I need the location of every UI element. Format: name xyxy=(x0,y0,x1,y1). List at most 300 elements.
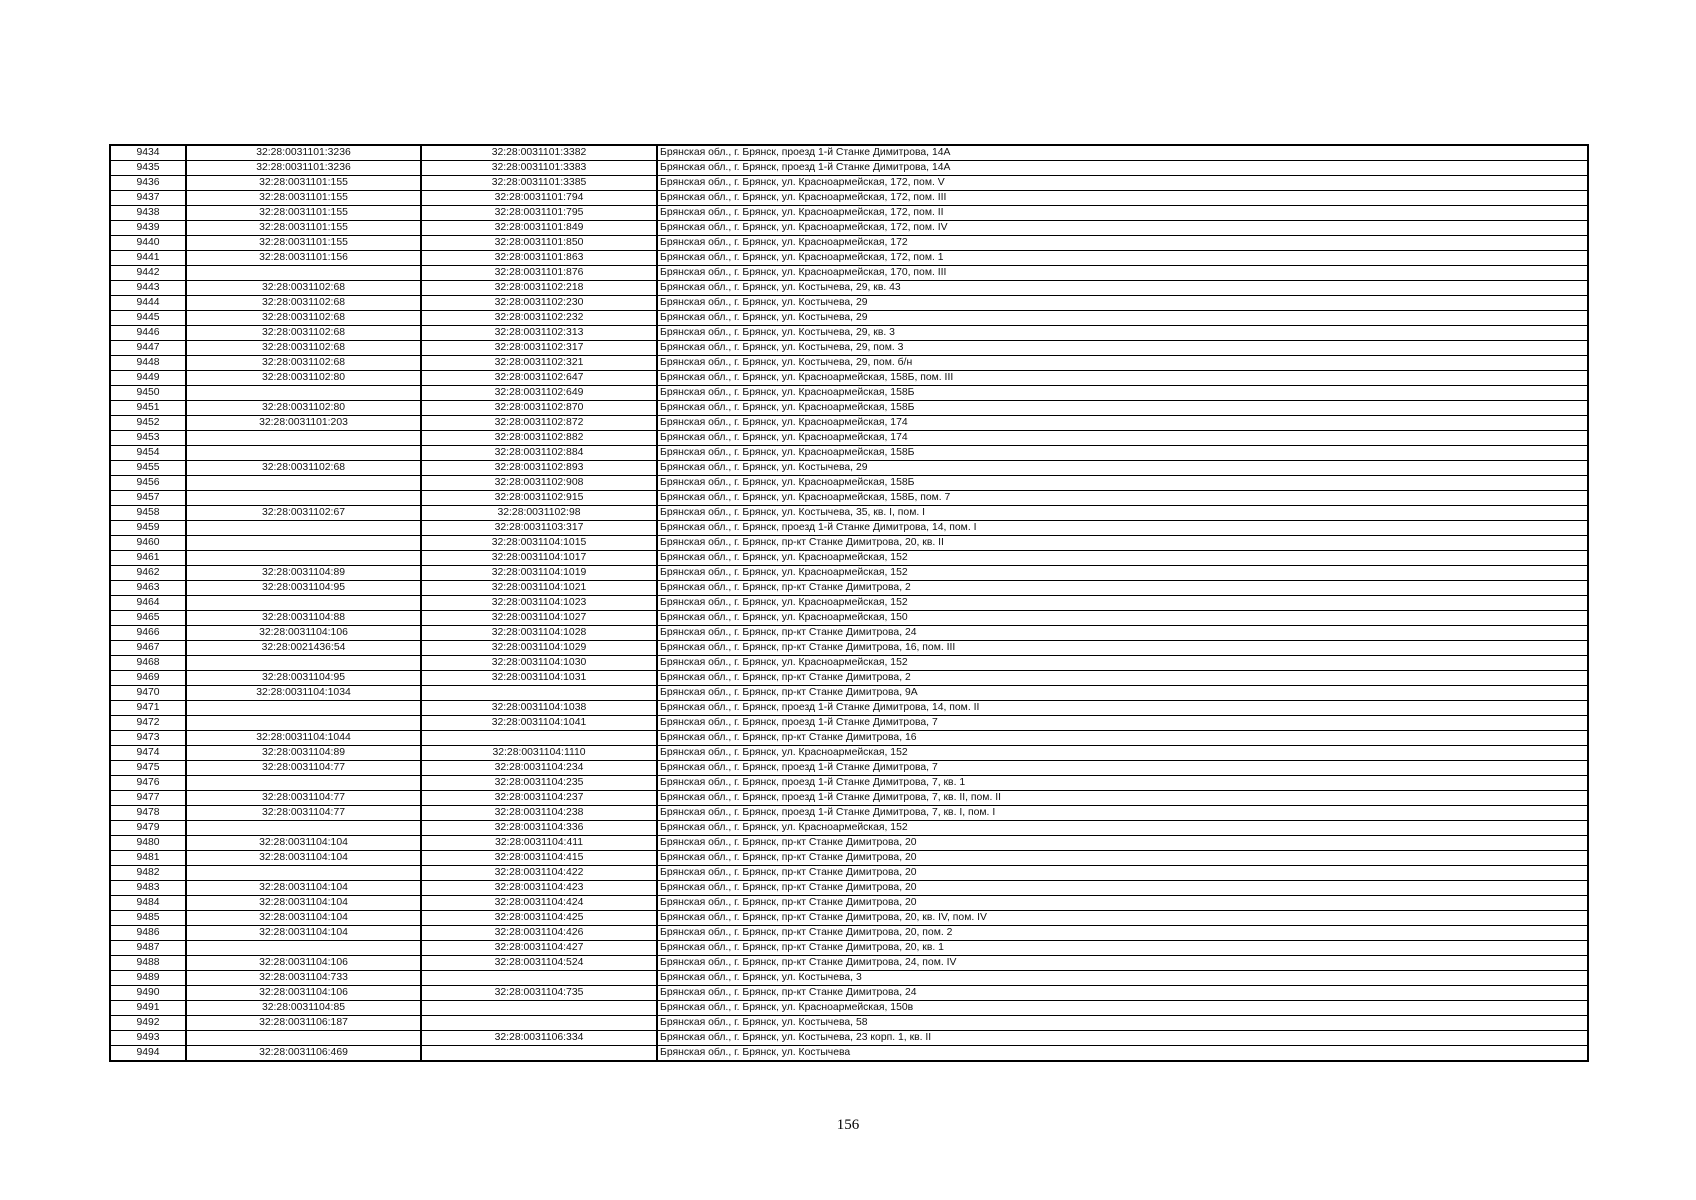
address-cell: Брянская обл., г. Брянск, ул. Красноармейская, 152 xyxy=(657,551,1588,566)
address-cell: Брянская обл., г. Брянск, ул. Красноармейская, 152 xyxy=(657,566,1588,581)
table-row xyxy=(110,221,1588,236)
cadastral-registry-table xyxy=(109,144,1589,1062)
address-cell: Брянская обл., г. Брянск, пр-кт Станке Димитрова, 2 xyxy=(657,671,1588,686)
new-cadastral-number-cell: 32:28:0031104:1031 xyxy=(421,671,657,686)
address-cell: Брянская обл., г. Брянск, пр-кт Станке Димитрова, 16 xyxy=(657,731,1588,746)
table-row xyxy=(110,716,1588,731)
row-number-cell: 9458 xyxy=(110,506,186,521)
row-number-cell: 9490 xyxy=(110,986,186,1001)
table-row xyxy=(110,806,1588,821)
new-cadastral-number-cell: 32:28:0031104:1030 xyxy=(421,656,657,671)
row-number-cell: 9452 xyxy=(110,416,186,431)
row-number-cell: 9463 xyxy=(110,581,186,596)
address-cell: Брянская обл., г. Брянск, проезд 1-й Станке Димитрова, 7, кв. I, пом. I xyxy=(657,806,1588,821)
old-cadastral-number-cell xyxy=(186,446,421,461)
table-row xyxy=(110,626,1588,641)
new-cadastral-number-cell: 32:28:0031104:1019 xyxy=(421,566,657,581)
old-cadastral-number-cell: 32:28:0031104:104 xyxy=(186,896,421,911)
old-cadastral-number-cell xyxy=(186,821,421,836)
table-row xyxy=(110,551,1588,566)
old-cadastral-number-cell: 32:28:0031101:203 xyxy=(186,416,421,431)
old-cadastral-number-cell: 32:28:0031104:85 xyxy=(186,1001,421,1016)
address-cell: Брянская обл., г. Брянск, ул. Красноармейская, 172, пом. IV xyxy=(657,221,1588,236)
new-cadastral-number-cell: 32:28:0031104:1017 xyxy=(421,551,657,566)
row-number-cell: 9485 xyxy=(110,911,186,926)
table-row xyxy=(110,746,1588,761)
address-cell: Брянская обл., г. Брянск, пр-кт Станке Димитрова, 20 xyxy=(657,851,1588,866)
new-cadastral-number-cell xyxy=(421,1046,657,1062)
row-number-cell: 9471 xyxy=(110,701,186,716)
table-row xyxy=(110,281,1588,296)
address-cell: Брянская обл., г. Брянск, ул. Костычева, 29 xyxy=(657,461,1588,476)
old-cadastral-number-cell xyxy=(186,476,421,491)
new-cadastral-number-cell: 32:28:0031102:908 xyxy=(421,476,657,491)
table-row xyxy=(110,611,1588,626)
old-cadastral-number-cell: 32:28:0031104:1034 xyxy=(186,686,421,701)
address-cell: Брянская обл., г. Брянск, ул. Красноармейская, 158Б xyxy=(657,401,1588,416)
new-cadastral-number-cell: 32:28:0031104:1038 xyxy=(421,701,657,716)
old-cadastral-number-cell xyxy=(186,386,421,401)
row-number-cell: 9466 xyxy=(110,626,186,641)
address-cell: Брянская обл., г. Брянск, пр-кт Станке Димитрова, 24, пом. IV xyxy=(657,956,1588,971)
address-cell: Брянская обл., г. Брянск, проезд 1-й Станке Димитрова, 7 xyxy=(657,716,1588,731)
table-row xyxy=(110,836,1588,851)
old-cadastral-number-cell: 32:28:0031102:80 xyxy=(186,371,421,386)
address-cell: Брянская обл., г. Брянск, ул. Красноармейская, 158Б, пом. 7 xyxy=(657,491,1588,506)
table-row xyxy=(110,641,1588,656)
row-number-cell: 9494 xyxy=(110,1046,186,1062)
address-cell: Брянская обл., г. Брянск, пр-кт Станке Димитрова, 20, пом. 2 xyxy=(657,926,1588,941)
address-cell: Брянская обл., г. Брянск, проезд 1-й Станке Димитрова, 7, кв. II, пом. II xyxy=(657,791,1588,806)
row-number-cell: 9465 xyxy=(110,611,186,626)
row-number-cell: 9468 xyxy=(110,656,186,671)
new-cadastral-number-cell: 32:28:0031102:218 xyxy=(421,281,657,296)
row-number-cell: 9486 xyxy=(110,926,186,941)
row-number-cell: 9455 xyxy=(110,461,186,476)
row-number-cell: 9469 xyxy=(110,671,186,686)
table-row xyxy=(110,866,1588,881)
old-cadastral-number-cell: 32:28:0031104:104 xyxy=(186,851,421,866)
row-number-cell: 9434 xyxy=(110,145,186,161)
address-cell: Брянская обл., г. Брянск, ул. Красноармейская, 174 xyxy=(657,431,1588,446)
old-cadastral-number-cell xyxy=(186,656,421,671)
old-cadastral-number-cell xyxy=(186,716,421,731)
old-cadastral-number-cell: 32:28:0031106:187 xyxy=(186,1016,421,1031)
new-cadastral-number-cell: 32:28:0031104:1028 xyxy=(421,626,657,641)
table-row xyxy=(110,731,1588,746)
address-cell: Брянская обл., г. Брянск, ул. Красноармейская, 172 xyxy=(657,236,1588,251)
new-cadastral-number-cell: 32:28:0031104:411 xyxy=(421,836,657,851)
row-number-cell: 9482 xyxy=(110,866,186,881)
new-cadastral-number-cell: 32:28:0031102:321 xyxy=(421,356,657,371)
row-number-cell: 9477 xyxy=(110,791,186,806)
old-cadastral-number-cell: 32:28:0031104:89 xyxy=(186,746,421,761)
new-cadastral-number-cell: 32:28:0031102:647 xyxy=(421,371,657,386)
address-cell: Брянская обл., г. Брянск, пр-кт Станке Димитрова, 20 xyxy=(657,866,1588,881)
old-cadastral-number-cell: 32:28:0031104:104 xyxy=(186,926,421,941)
address-cell: Брянская обл., г. Брянск, ул. Красноармейская, 172, пом. V xyxy=(657,176,1588,191)
table-row xyxy=(110,1016,1588,1031)
old-cadastral-number-cell xyxy=(186,1031,421,1046)
table-row xyxy=(110,566,1588,581)
row-number-cell: 9478 xyxy=(110,806,186,821)
row-number-cell: 9462 xyxy=(110,566,186,581)
table-row xyxy=(110,1031,1588,1046)
new-cadastral-number-cell xyxy=(421,1001,657,1016)
table-row xyxy=(110,191,1588,206)
row-number-cell: 9459 xyxy=(110,521,186,536)
old-cadastral-number-cell: 32:28:0031106:469 xyxy=(186,1046,421,1062)
new-cadastral-number-cell: 32:28:0031104:1110 xyxy=(421,746,657,761)
registry-table-body xyxy=(110,145,1588,1061)
address-cell: Брянская обл., г. Брянск, пр-кт Станке Димитрова, 20, кв. 1 xyxy=(657,941,1588,956)
table-row xyxy=(110,821,1588,836)
row-number-cell: 9440 xyxy=(110,236,186,251)
row-number-cell: 9447 xyxy=(110,341,186,356)
table-row xyxy=(110,296,1588,311)
address-cell: Брянская обл., г. Брянск, ул. Костычева, 29, пом. б/н xyxy=(657,356,1588,371)
row-number-cell: 9492 xyxy=(110,1016,186,1031)
new-cadastral-number-cell: 32:28:0031104:1029 xyxy=(421,641,657,656)
table-row xyxy=(110,506,1588,521)
new-cadastral-number-cell: 32:28:0031102:884 xyxy=(421,446,657,461)
old-cadastral-number-cell: 32:28:0031104:104 xyxy=(186,836,421,851)
table-row xyxy=(110,401,1588,416)
old-cadastral-number-cell: 32:28:0031101:155 xyxy=(186,191,421,206)
address-cell: Брянская обл., г. Брянск, пр-кт Станке Димитрова, 20, кв. II xyxy=(657,536,1588,551)
old-cadastral-number-cell: 32:28:0031104:89 xyxy=(186,566,421,581)
new-cadastral-number-cell xyxy=(421,731,657,746)
new-cadastral-number-cell: 32:28:0031101:863 xyxy=(421,251,657,266)
address-cell: Брянская обл., г. Брянск, ул. Красноармейская, 172, пом. 1 xyxy=(657,251,1588,266)
old-cadastral-number-cell: 32:28:0031102:68 xyxy=(186,356,421,371)
table-row xyxy=(110,145,1588,161)
row-number-cell: 9493 xyxy=(110,1031,186,1046)
row-number-cell: 9476 xyxy=(110,776,186,791)
table-row xyxy=(110,686,1588,701)
old-cadastral-number-cell: 32:28:0031101:156 xyxy=(186,251,421,266)
address-cell: Брянская обл., г. Брянск, ул. Костычева, 3 xyxy=(657,971,1588,986)
table-row xyxy=(110,311,1588,326)
new-cadastral-number-cell: 32:28:0031102:317 xyxy=(421,341,657,356)
address-cell: Брянская обл., г. Брянск, пр-кт Станке Димитрова, 2 xyxy=(657,581,1588,596)
old-cadastral-number-cell: 32:28:0031102:67 xyxy=(186,506,421,521)
old-cadastral-number-cell: 32:28:0031104:106 xyxy=(186,626,421,641)
old-cadastral-number-cell xyxy=(186,491,421,506)
new-cadastral-number-cell: 32:28:0031104:422 xyxy=(421,866,657,881)
table-row xyxy=(110,701,1588,716)
row-number-cell: 9480 xyxy=(110,836,186,851)
old-cadastral-number-cell xyxy=(186,866,421,881)
old-cadastral-number-cell: 32:28:0031104:104 xyxy=(186,881,421,896)
old-cadastral-number-cell: 32:28:0031104:88 xyxy=(186,611,421,626)
old-cadastral-number-cell: 32:28:0031102:68 xyxy=(186,311,421,326)
new-cadastral-number-cell: 32:28:0031104:735 xyxy=(421,986,657,1001)
new-cadastral-number-cell: 32:28:0031102:313 xyxy=(421,326,657,341)
old-cadastral-number-cell: 32:28:0031101:155 xyxy=(186,236,421,251)
address-cell: Брянская обл., г. Брянск, пр-кт Станке Димитрова, 20, кв. IV, пом. IV xyxy=(657,911,1588,926)
old-cadastral-number-cell: 32:28:0031102:68 xyxy=(186,326,421,341)
old-cadastral-number-cell: 32:28:0031101:155 xyxy=(186,221,421,236)
address-cell: Брянская обл., г. Брянск, ул. Костычева xyxy=(657,1046,1588,1062)
row-number-cell: 9473 xyxy=(110,731,186,746)
new-cadastral-number-cell: 32:28:0031104:415 xyxy=(421,851,657,866)
row-number-cell: 9461 xyxy=(110,551,186,566)
table-row xyxy=(110,1046,1588,1062)
new-cadastral-number-cell: 32:28:0031104:424 xyxy=(421,896,657,911)
old-cadastral-number-cell: 32:28:0031101:155 xyxy=(186,176,421,191)
address-cell: Брянская обл., г. Брянск, ул. Красноармейская, 150в xyxy=(657,1001,1588,1016)
old-cadastral-number-cell xyxy=(186,941,421,956)
address-cell: Брянская обл., г. Брянск, ул. Красноармейская, 172, пом. III xyxy=(657,191,1588,206)
table-row xyxy=(110,1001,1588,1016)
table-row xyxy=(110,176,1588,191)
address-cell: Брянская обл., г. Брянск, ул. Костычева, 29, кв. 43 xyxy=(657,281,1588,296)
new-cadastral-number-cell: 32:28:0031102:232 xyxy=(421,311,657,326)
old-cadastral-number-cell: 32:28:0031102:68 xyxy=(186,281,421,296)
table-row xyxy=(110,326,1588,341)
old-cadastral-number-cell: 32:28:0031104:104 xyxy=(186,911,421,926)
table-row xyxy=(110,446,1588,461)
new-cadastral-number-cell: 32:28:0031104:427 xyxy=(421,941,657,956)
row-number-cell: 9481 xyxy=(110,851,186,866)
table-row xyxy=(110,206,1588,221)
new-cadastral-number-cell xyxy=(421,971,657,986)
row-number-cell: 9437 xyxy=(110,191,186,206)
address-cell: Брянская обл., г. Брянск, ул. Костычева, 29, кв. 3 xyxy=(657,326,1588,341)
table-row xyxy=(110,791,1588,806)
row-number-cell: 9444 xyxy=(110,296,186,311)
address-cell: Брянская обл., г. Брянск, пр-кт Станке Димитрова, 20 xyxy=(657,896,1588,911)
row-number-cell: 9436 xyxy=(110,176,186,191)
table-row xyxy=(110,461,1588,476)
new-cadastral-number-cell: 32:28:0031104:235 xyxy=(421,776,657,791)
table-row xyxy=(110,356,1588,371)
table-row xyxy=(110,881,1588,896)
new-cadastral-number-cell: 32:28:0031104:237 xyxy=(421,791,657,806)
address-cell: Брянская обл., г. Брянск, ул. Костычева, 29 xyxy=(657,296,1588,311)
old-cadastral-number-cell: 32:28:0031104:77 xyxy=(186,806,421,821)
new-cadastral-number-cell: 32:28:0031101:3382 xyxy=(421,145,657,161)
row-number-cell: 9445 xyxy=(110,311,186,326)
address-cell: Брянская обл., г. Брянск, ул. Красноармейская, 158Б xyxy=(657,446,1588,461)
new-cadastral-number-cell: 32:28:0031104:336 xyxy=(421,821,657,836)
table-row xyxy=(110,341,1588,356)
new-cadastral-number-cell: 32:28:0031104:238 xyxy=(421,806,657,821)
address-cell: Брянская обл., г. Брянск, ул. Красноармейская, 172, пом. II xyxy=(657,206,1588,221)
old-cadastral-number-cell: 32:28:0031104:95 xyxy=(186,671,421,686)
new-cadastral-number-cell: 32:28:0031104:1023 xyxy=(421,596,657,611)
row-number-cell: 9483 xyxy=(110,881,186,896)
address-cell: Брянская обл., г. Брянск, ул. Костычева, 29 xyxy=(657,311,1588,326)
table-row xyxy=(110,596,1588,611)
table-row xyxy=(110,371,1588,386)
new-cadastral-number-cell: 32:28:0031102:872 xyxy=(421,416,657,431)
new-cadastral-number-cell: 32:28:0031104:1027 xyxy=(421,611,657,626)
old-cadastral-number-cell xyxy=(186,521,421,536)
row-number-cell: 9457 xyxy=(110,491,186,506)
table-row xyxy=(110,476,1588,491)
new-cadastral-number-cell: 32:28:0031106:334 xyxy=(421,1031,657,1046)
row-number-cell: 9451 xyxy=(110,401,186,416)
table-row xyxy=(110,656,1588,671)
address-cell: Брянская обл., г. Брянск, ул. Костычева, 58 xyxy=(657,1016,1588,1031)
old-cadastral-number-cell: 32:28:0031104:106 xyxy=(186,956,421,971)
old-cadastral-number-cell: 32:28:0031104:77 xyxy=(186,791,421,806)
row-number-cell: 9448 xyxy=(110,356,186,371)
table-row xyxy=(110,431,1588,446)
address-cell: Брянская обл., г. Брянск, ул. Красноармейская, 152 xyxy=(657,656,1588,671)
address-cell: Брянская обл., г. Брянск, ул. Красноармейская, 158Б, пом. III xyxy=(657,371,1588,386)
row-number-cell: 9446 xyxy=(110,326,186,341)
row-number-cell: 9454 xyxy=(110,446,186,461)
row-number-cell: 9467 xyxy=(110,641,186,656)
table-row xyxy=(110,776,1588,791)
row-number-cell: 9435 xyxy=(110,161,186,176)
new-cadastral-number-cell: 32:28:0031104:423 xyxy=(421,881,657,896)
address-cell: Брянская обл., г. Брянск, ул. Красноармейская, 152 xyxy=(657,596,1588,611)
address-cell: Брянская обл., г. Брянск, пр-кт Станке Димитрова, 20 xyxy=(657,881,1588,896)
table-row xyxy=(110,851,1588,866)
old-cadastral-number-cell xyxy=(186,596,421,611)
old-cadastral-number-cell xyxy=(186,536,421,551)
address-cell: Брянская обл., г. Брянск, ул. Красноармейская, 158Б xyxy=(657,386,1588,401)
address-cell: Брянская обл., г. Брянск, ул. Костычева, 23 корп. 1, кв. II xyxy=(657,1031,1588,1046)
old-cadastral-number-cell: 32:28:0031101:3236 xyxy=(186,145,421,161)
row-number-cell: 9453 xyxy=(110,431,186,446)
address-cell: Брянская обл., г. Брянск, ул. Красноармейская, 152 xyxy=(657,746,1588,761)
old-cadastral-number-cell: 32:28:0021436:54 xyxy=(186,641,421,656)
row-number-cell: 9442 xyxy=(110,266,186,281)
new-cadastral-number-cell: 32:28:0031102:882 xyxy=(421,431,657,446)
row-number-cell: 9449 xyxy=(110,371,186,386)
address-cell: Брянская обл., г. Брянск, пр-кт Станке Димитрова, 20 xyxy=(657,836,1588,851)
row-number-cell: 9479 xyxy=(110,821,186,836)
address-cell: Брянская обл., г. Брянск, проезд 1-й Станке Димитрова, 14, пом. I xyxy=(657,521,1588,536)
new-cadastral-number-cell: 32:28:0031101:849 xyxy=(421,221,657,236)
table-row xyxy=(110,266,1588,281)
address-cell: Брянская обл., г. Брянск, ул. Красноармейская, 174 xyxy=(657,416,1588,431)
old-cadastral-number-cell: 32:28:0031104:733 xyxy=(186,971,421,986)
old-cadastral-number-cell xyxy=(186,551,421,566)
new-cadastral-number-cell: 32:28:0031104:234 xyxy=(421,761,657,776)
table-row xyxy=(110,521,1588,536)
old-cadastral-number-cell xyxy=(186,701,421,716)
address-cell: Брянская обл., г. Брянск, ул. Костычева, 35, кв. I, пом. I xyxy=(657,506,1588,521)
new-cadastral-number-cell: 32:28:0031101:794 xyxy=(421,191,657,206)
table-row xyxy=(110,536,1588,551)
new-cadastral-number-cell: 32:28:0031104:426 xyxy=(421,926,657,941)
old-cadastral-number-cell: 32:28:0031102:68 xyxy=(186,461,421,476)
new-cadastral-number-cell: 32:28:0031104:425 xyxy=(421,911,657,926)
new-cadastral-number-cell: 32:28:0031101:3383 xyxy=(421,161,657,176)
address-cell: Брянская обл., г. Брянск, проезд 1-й Станке Димитрова, 7, кв. 1 xyxy=(657,776,1588,791)
table-row xyxy=(110,761,1588,776)
table-row xyxy=(110,986,1588,1001)
old-cadastral-number-cell xyxy=(186,431,421,446)
row-number-cell: 9488 xyxy=(110,956,186,971)
row-number-cell: 9474 xyxy=(110,746,186,761)
table-row xyxy=(110,896,1588,911)
row-number-cell: 9443 xyxy=(110,281,186,296)
address-cell: Брянская обл., г. Брянск, ул. Красноармейская, 170, пом. III xyxy=(657,266,1588,281)
address-cell: Брянская обл., г. Брянск, пр-кт Станке Димитрова, 16, пом. III xyxy=(657,641,1588,656)
row-number-cell: 9491 xyxy=(110,1001,186,1016)
new-cadastral-number-cell: 32:28:0031101:850 xyxy=(421,236,657,251)
old-cadastral-number-cell: 32:28:0031104:95 xyxy=(186,581,421,596)
row-number-cell: 9441 xyxy=(110,251,186,266)
address-cell: Брянская обл., г. Брянск, ул. Красноармейская, 150 xyxy=(657,611,1588,626)
table-row xyxy=(110,491,1588,506)
new-cadastral-number-cell: 32:28:0031101:795 xyxy=(421,206,657,221)
address-cell: Брянская обл., г. Брянск, ул. Красноармейская, 158Б xyxy=(657,476,1588,491)
table-row xyxy=(110,941,1588,956)
old-cadastral-number-cell: 32:28:0031104:77 xyxy=(186,761,421,776)
old-cadastral-number-cell: 32:28:0031102:80 xyxy=(186,401,421,416)
new-cadastral-number-cell: 32:28:0031102:870 xyxy=(421,401,657,416)
old-cadastral-number-cell: 32:28:0031101:3236 xyxy=(186,161,421,176)
new-cadastral-number-cell: 32:28:0031104:1041 xyxy=(421,716,657,731)
row-number-cell: 9464 xyxy=(110,596,186,611)
address-cell: Брянская обл., г. Брянск, ул. Красноармейская, 152 xyxy=(657,821,1588,836)
address-cell: Брянская обл., г. Брянск, проезд 1-й Станке Димитрова, 14А xyxy=(657,145,1588,161)
row-number-cell: 9487 xyxy=(110,941,186,956)
table-row xyxy=(110,911,1588,926)
address-cell: Брянская обл., г. Брянск, пр-кт Станке Димитрова, 24 xyxy=(657,986,1588,1001)
new-cadastral-number-cell: 32:28:0031102:915 xyxy=(421,491,657,506)
table-row xyxy=(110,236,1588,251)
new-cadastral-number-cell: 32:28:0031103:317 xyxy=(421,521,657,536)
new-cadastral-number-cell: 32:28:0031101:3385 xyxy=(421,176,657,191)
row-number-cell: 9472 xyxy=(110,716,186,731)
row-number-cell: 9484 xyxy=(110,896,186,911)
old-cadastral-number-cell: 32:28:0031102:68 xyxy=(186,341,421,356)
address-cell: Брянская обл., г. Брянск, проезд 1-й Станке Димитрова, 14, пом. II xyxy=(657,701,1588,716)
new-cadastral-number-cell: 32:28:0031102:230 xyxy=(421,296,657,311)
table-row xyxy=(110,926,1588,941)
new-cadastral-number-cell: 32:28:0031102:893 xyxy=(421,461,657,476)
new-cadastral-number-cell: 32:28:0031102:98 xyxy=(421,506,657,521)
page-number: 156 xyxy=(836,1117,860,1133)
table-row xyxy=(110,581,1588,596)
row-number-cell: 9438 xyxy=(110,206,186,221)
old-cadastral-number-cell: 32:28:0031104:106 xyxy=(186,986,421,1001)
address-cell: Брянская обл., г. Брянск, пр-кт Станке Димитрова, 24 xyxy=(657,626,1588,641)
table-row xyxy=(110,671,1588,686)
new-cadastral-number-cell: 32:28:0031102:649 xyxy=(421,386,657,401)
old-cadastral-number-cell xyxy=(186,776,421,791)
old-cadastral-number-cell: 32:28:0031102:68 xyxy=(186,296,421,311)
address-cell: Брянская обл., г. Брянск, проезд 1-й Станке Димитрова, 7 xyxy=(657,761,1588,776)
address-cell: Брянская обл., г. Брянск, проезд 1-й Станке Димитрова, 14А xyxy=(657,161,1588,176)
new-cadastral-number-cell: 32:28:0031104:1021 xyxy=(421,581,657,596)
row-number-cell: 9456 xyxy=(110,476,186,491)
old-cadastral-number-cell: 32:28:0031104:1044 xyxy=(186,731,421,746)
row-number-cell: 9450 xyxy=(110,386,186,401)
table-row xyxy=(110,161,1588,176)
new-cadastral-number-cell: 32:28:0031104:524 xyxy=(421,956,657,971)
row-number-cell: 9460 xyxy=(110,536,186,551)
new-cadastral-number-cell xyxy=(421,1016,657,1031)
old-cadastral-number-cell: 32:28:0031101:155 xyxy=(186,206,421,221)
old-cadastral-number-cell xyxy=(186,266,421,281)
table-row xyxy=(110,416,1588,431)
row-number-cell: 9470 xyxy=(110,686,186,701)
new-cadastral-number-cell: 32:28:0031104:1015 xyxy=(421,536,657,551)
table-row xyxy=(110,956,1588,971)
table-row xyxy=(110,971,1588,986)
new-cadastral-number-cell xyxy=(421,686,657,701)
